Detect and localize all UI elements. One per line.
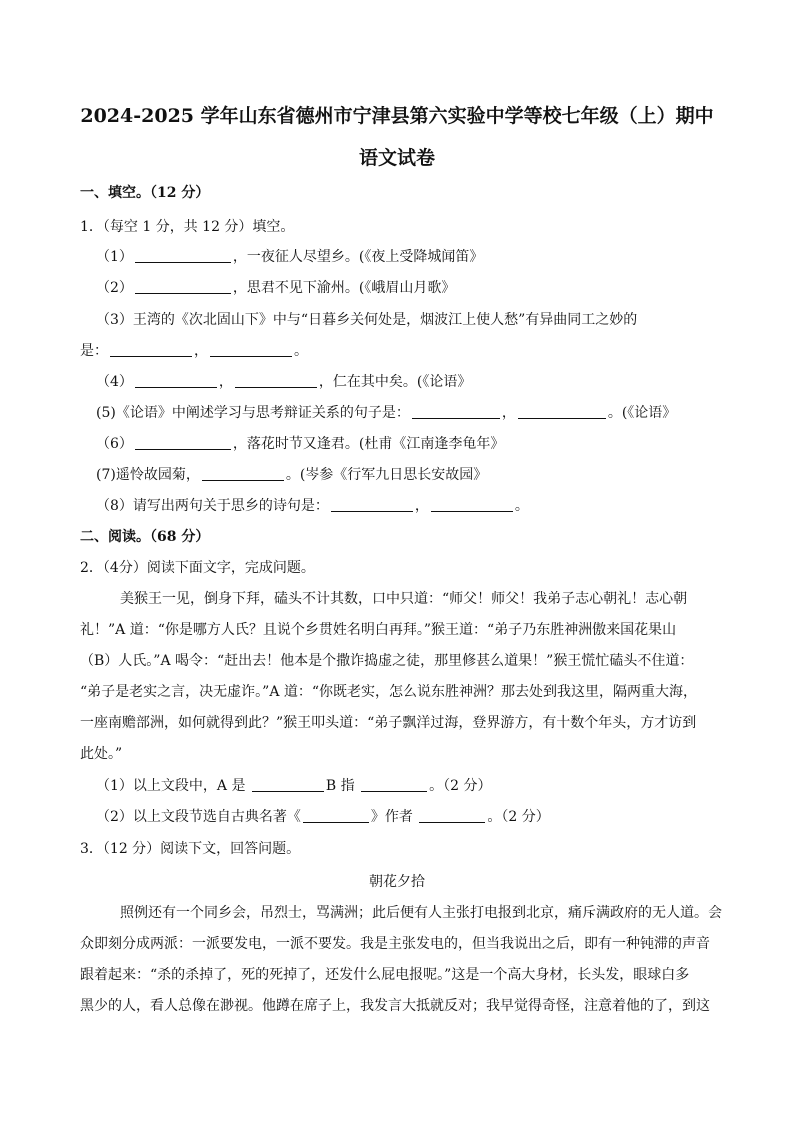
item-number: （4） xyxy=(96,374,133,390)
fill-blank[interactable] xyxy=(210,341,292,357)
fill-blank[interactable] xyxy=(518,403,606,419)
fill-blank[interactable] xyxy=(412,403,500,419)
item-text: 请写出两句关于思乡的诗句是： xyxy=(132,498,329,514)
fill-blank[interactable] xyxy=(361,776,427,792)
fill-blank[interactable] xyxy=(135,247,231,263)
q1-item-5: (5)《论语》中阐述学习与思考辩证关系的句子是： ， 。(《论语》 xyxy=(96,405,677,421)
q2-passage-line: 美猴王一见，倒身下拜，磕头不计其数，口中只道：“师父！师父！我弟子志心朝礼！志心朝 xyxy=(120,591,688,607)
exam-title-line1: 2024-2025 学年山东省德州市宁津县第六实验中学等校七年级（上）期中 xyxy=(80,105,714,127)
item-text: ，一夜征人尽望乡。(《夜上受降城闻笛》 xyxy=(232,249,484,265)
fill-blank[interactable] xyxy=(303,807,369,823)
fill-blank[interactable] xyxy=(252,776,324,792)
section1-heading: 一、填空。（12 分） xyxy=(80,185,210,201)
fill-blank[interactable] xyxy=(419,807,485,823)
q2-passage-line: （B）人氏。”A 喝令：“赶出去！他本是个撒诈捣虚之徒，那里修甚么道果！”猴王慌忙磕头不住道： xyxy=(80,653,694,669)
q2-sub2: （2）以上文段节选自古典名著《 》作者 。（2 分） xyxy=(96,809,550,825)
q1-item-7: (7)遥怜故园菊， 。(岑参《行军九日思长安故园》 xyxy=(96,467,488,483)
item-text: ，落花时节又逢君。(杜甫《江南逢李龟年》 xyxy=(232,436,505,452)
q1-item-6 xyxy=(96,434,504,454)
section2-heading: 二、阅读。（68 分） xyxy=(80,529,210,545)
item-number: （6） xyxy=(96,436,133,452)
q3-passage-line: 跟着起来：“杀的杀掉了，死的死掉了，还发什么屁电报呢。”这是一个高大身材，长头发，眼球白多 xyxy=(80,967,690,983)
q3-passage-line: 众即刻分成两派：一派要发电，一派不要发。我是主张发电的，但当我说出之后，即有一种钝滞的声音 xyxy=(80,936,710,952)
fill-blank[interactable] xyxy=(135,278,231,294)
q1-item-3-cont: 是： ， 。 xyxy=(80,343,308,359)
fill-blank[interactable] xyxy=(110,341,192,357)
fill-blank[interactable] xyxy=(135,372,217,388)
item-text: 是： xyxy=(80,343,108,359)
item-text: 《论语》中阐述学习与思考辩证关系的句子是： xyxy=(115,405,410,421)
q2-sub1: （1）以上文段中，A 是 B 指 。（2 分） xyxy=(96,778,492,794)
item-number: (5) xyxy=(96,405,116,421)
q1-item-1 xyxy=(96,247,483,267)
q2-passage-line: “弟子是老实之言，决无虚诈。”A 道：“你既老实，怎么说东胜神洲？那去处到我这里，隔两重大海， xyxy=(80,684,698,700)
item-text: ，仁在其中矣。(《论语》 xyxy=(318,374,472,390)
fill-blank[interactable] xyxy=(235,372,317,388)
q3-passage-line: 照例还有一个同乡会，吊烈士，骂满洲；此后便有人主张打电报到北京，痛斥满政府的无人道。会 xyxy=(120,905,722,921)
q2-stem: 2．（4分）阅读下面文字，完成问题。 xyxy=(80,560,315,576)
q1-item-3 xyxy=(96,310,637,330)
item-number: （1） xyxy=(96,249,133,265)
q1-item-4: （4） ， ，仁在其中矣。(《论语》 xyxy=(96,374,472,390)
q3-passage-title: 朝花夕拾 xyxy=(369,874,425,890)
fill-blank[interactable] xyxy=(331,496,413,512)
q3-stem: 3．（12 分）阅读下文，回答问题。 xyxy=(80,841,301,857)
item-text: 王湾的《次北固山下》中与“日暮乡关何处是，烟波江上使人愁”有异曲同工之妙的 xyxy=(132,312,638,328)
q1-item-2 xyxy=(96,278,455,298)
q1-item-8: （8）请写出两句关于思乡的诗句是： ， 。 xyxy=(96,498,529,514)
q3-passage-line: 黑少的人，看人总像在渺视。他蹲在席子上，我发言大抵就反对；我早觉得奇怪，注意着他的了，到这 xyxy=(80,998,710,1014)
item-number: (7) xyxy=(96,467,116,483)
fill-blank[interactable] xyxy=(135,434,231,450)
exam-title-line2: 语文试卷 xyxy=(358,147,435,169)
item-number: （2） xyxy=(96,280,133,296)
fill-blank[interactable] xyxy=(202,465,284,481)
item-text: 遥怜故园菊， xyxy=(115,467,200,483)
item-text: ，思君不见下渝州。(《峨眉山月歌》 xyxy=(232,280,456,296)
q2-passage-line: 此处。” xyxy=(80,746,123,762)
item-number: （8） xyxy=(96,498,133,514)
fill-blank[interactable] xyxy=(431,496,513,512)
q2-passage-line: 一座南赡部洲，如何就得到此？”猴王叩头道：“弟子飘洋过海，登界游方，有十数个年头，方才访到 xyxy=(80,715,697,731)
item-number: （3） xyxy=(96,312,133,328)
q2-passage-line: 礼！”A 道：“你是哪方人氏？且说个乡贯姓名明白再拜。”猴王道：“弟子乃东胜神洲傲来国花果山 xyxy=(80,622,677,638)
q1-stem: 1．（每空 1 分，共 12 分）填空。 xyxy=(80,219,295,235)
